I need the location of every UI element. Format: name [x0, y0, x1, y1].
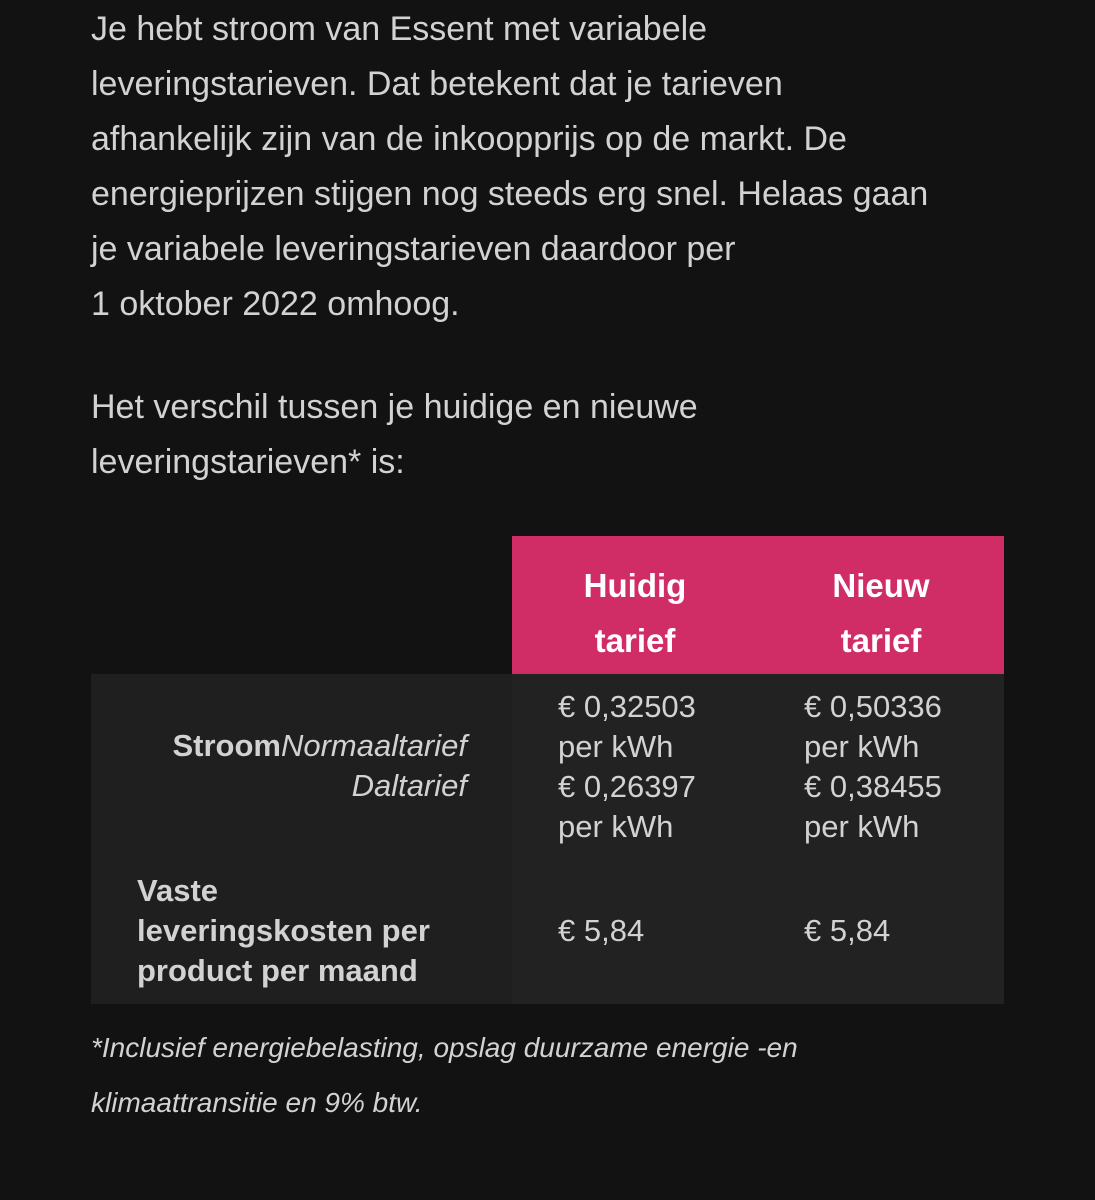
normaaltarief-label: Normaaltarief [280, 728, 467, 763]
vaste-label-line: product per maand [137, 953, 418, 988]
header-current-tariff [512, 558, 758, 668]
intro-line: Je hebt stroom van Essent met variabele [91, 10, 708, 48]
price-value: € 5,84 [558, 913, 645, 948]
intro-line: leveringstarieven. Dat betekent dat je tarieven [91, 65, 783, 103]
footnote-line: *Inclusief energiebelasting, opslag duurzame energie -en [91, 1032, 798, 1063]
price-value: € 0,26397 [558, 769, 696, 804]
header-current-line: tarief [594, 622, 676, 659]
daltarief-label: Daltarief [351, 768, 467, 803]
difference-paragraph [91, 380, 1021, 490]
footnote-line: klimaattransitie en 9% btw. [91, 1087, 423, 1118]
price-unit: per kWh [558, 809, 674, 844]
stroom-new-price [804, 687, 942, 847]
price-value: € 0,32503 [558, 689, 696, 724]
table-body [91, 674, 1004, 1004]
daltarief-label-line [137, 766, 467, 806]
difference-line: leveringstarieven* is: [91, 443, 405, 481]
header-new-line: Nieuw [832, 567, 930, 604]
vaste-label-line: leveringskosten per [137, 913, 430, 948]
price-value: € 0,38455 [804, 769, 942, 804]
footnote [91, 1020, 1021, 1130]
intro-line: energieprijzen stijgen nog steeds erg snel. Helaas gaan [91, 175, 929, 213]
intro-line: afhankelijk zijn van de inkoopprijs op de markt. De [91, 120, 847, 158]
intro-line: 1 oktober 2022 omhoog. [91, 285, 460, 323]
stroom-label: Stroom [172, 728, 281, 763]
stroom-current-price [558, 687, 696, 847]
vaste-new-price [804, 911, 890, 951]
table-header [91, 536, 1004, 674]
stroom-label-line [137, 726, 467, 766]
tariff-table [91, 536, 1004, 1004]
price-unit: per kWh [804, 809, 920, 844]
vaste-label-line: Vaste [137, 873, 219, 908]
intro-paragraph [91, 2, 1021, 332]
price-unit: per kWh [804, 729, 920, 764]
vaste-kosten-row-label [137, 871, 477, 991]
difference-line: Het verschil tussen je huidige en nieuwe [91, 388, 698, 426]
vaste-current-price [558, 911, 644, 951]
price-unit: per kWh [558, 729, 674, 764]
header-new-tariff [758, 558, 1004, 668]
stroom-row-label [137, 726, 467, 806]
header-new-line: tarief [840, 622, 922, 659]
intro-line: je variabele leveringstarieven daardoor per [91, 230, 736, 268]
header-current-line: Huidig [583, 567, 687, 604]
price-value: € 0,50336 [804, 689, 942, 724]
price-value: € 5,84 [804, 913, 891, 948]
